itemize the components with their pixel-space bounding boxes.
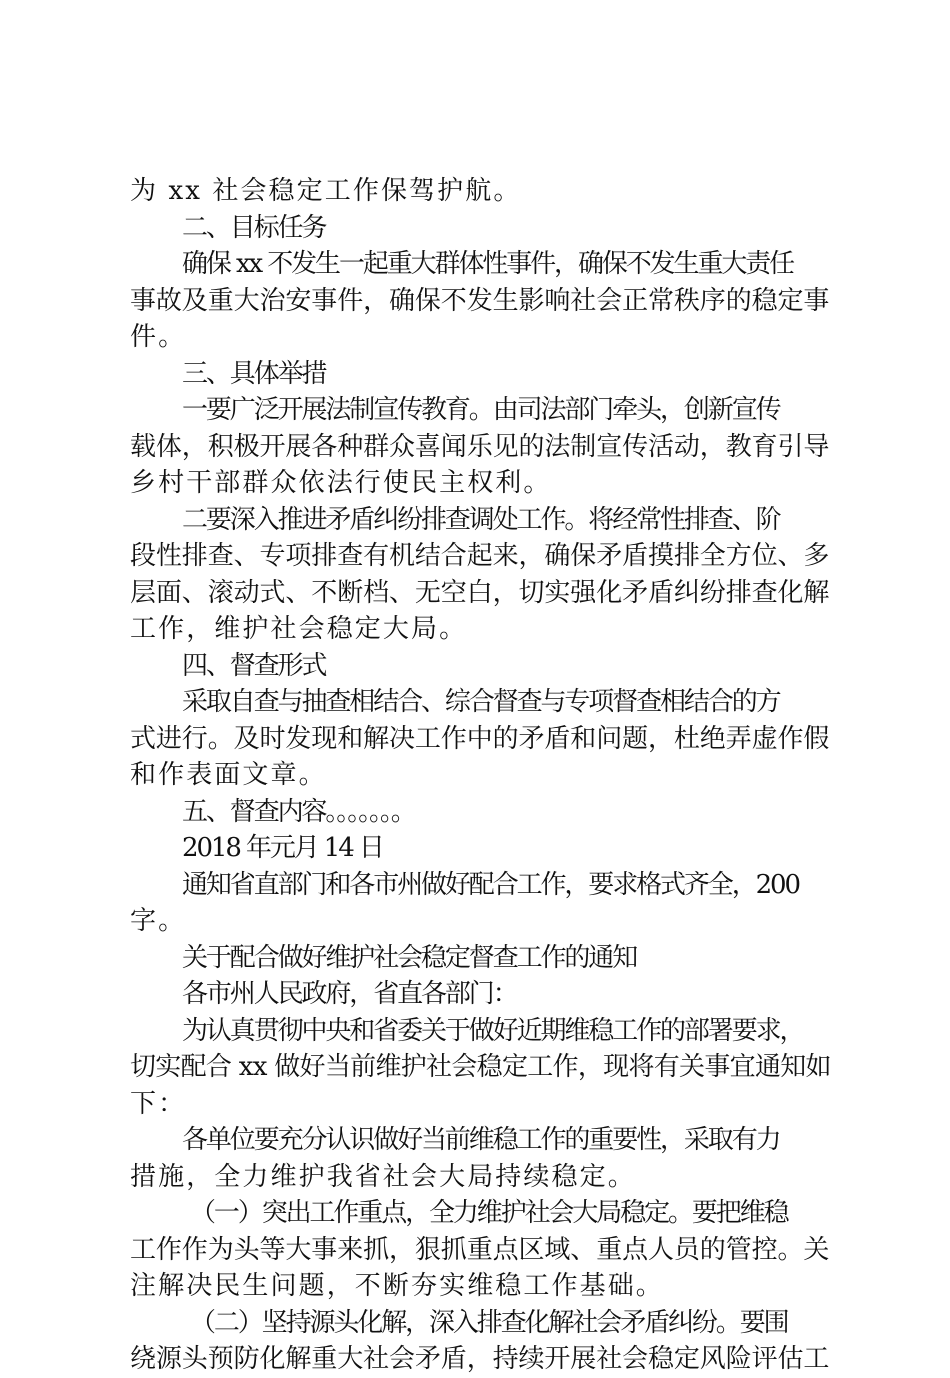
text-line: 下： — [130, 1088, 187, 1119]
text-line: 三、具体举措 — [182, 358, 326, 389]
text-line: 工作作为头等大事来抓，狠抓重点区域、重点人员的管控。关 — [130, 1234, 830, 1265]
text-line: 载体，积极开展各种群众喜闻乐见的法制宣传活动，教育引导 — [130, 431, 830, 462]
text-line: 字。 — [130, 906, 187, 936]
text-line: 二、目标任务 — [182, 212, 326, 243]
text-line: 2018 年元月 14 日 — [182, 833, 383, 863]
text-line: 式进行。及时发现和解决工作中的矛盾和问题，杜绝弄虚作假 — [130, 723, 830, 754]
text-line: 措施，全力维护我省社会大局持续稳定。 — [130, 1161, 636, 1192]
text-line: 采取自查与抽查相结合、综合督查与专项督查相结合的方 — [182, 687, 780, 717]
text-line: 为 xx 社会稳定工作保驾护航。 — [130, 176, 522, 206]
text-line: 层面、滚动式、不断档、无空白，切实强化矛盾纠纷排查化解 — [130, 577, 830, 608]
text-line: （一）突出工作重点，全力维护社会大局稳定。要把维稳 — [190, 1198, 788, 1228]
text-line: 和作表面文章。 — [130, 760, 327, 790]
text-line: 二要深入推进矛盾纠纷排查调处工作。将经常性排查、阶 — [182, 504, 780, 535]
text-line: 乡村干部群众依法行使民主权利。 — [130, 468, 552, 498]
text-line: 通知省直部门和各市州做好配合工作，要求格式齐全，200 — [182, 869, 799, 900]
text-line: 切实配合 xx 做好当前维护社会稳定工作，现将有关事宜通知如 — [130, 1052, 831, 1082]
document-body — [130, 173, 830, 1378]
text-line: 注解决民生问题，不断夯实维稳工作基础。 — [130, 1271, 664, 1301]
text-line: 段性排查、专项排查有机结合起来，确保矛盾摸排全方位、多 — [130, 541, 830, 571]
text-line: 关于配合做好维护社会稳定督查工作的通知 — [182, 942, 637, 973]
text-line: 确保 xx 不发生一起重大群体性事件，确保不发生重大责任 — [182, 249, 794, 279]
text-line: 为认真贯彻中央和省委关于做好近期维稳工作的部署要求， — [182, 1015, 804, 1046]
text-line: 工作，维护社会稳定大局。 — [130, 614, 468, 644]
text-line: 一要广泛开展法制宣传教育。由司法部门牵头，创新宣传 — [182, 395, 780, 425]
text-line: （二）坚持源头化解，深入排查化解社会矛盾纠纷。要围 — [190, 1307, 788, 1338]
text-line: 事故及重大治安事件，确保不发生影响社会正常秩序的稳定事 — [130, 285, 830, 316]
text-line: 五、督查内容。。。。。。。 — [182, 796, 415, 827]
text-line: 件。 — [130, 322, 187, 352]
text-line: 绕源头预防化解重大社会矛盾，持续开展社会稳定风险评估工 — [130, 1344, 830, 1374]
text-line: 各市州人民政府，省直各部门： — [182, 979, 517, 1009]
text-line: 四、督查形式 — [182, 650, 326, 681]
text-line: 各单位要充分认识做好当前维稳工作的重要性，采取有力 — [182, 1125, 780, 1155]
